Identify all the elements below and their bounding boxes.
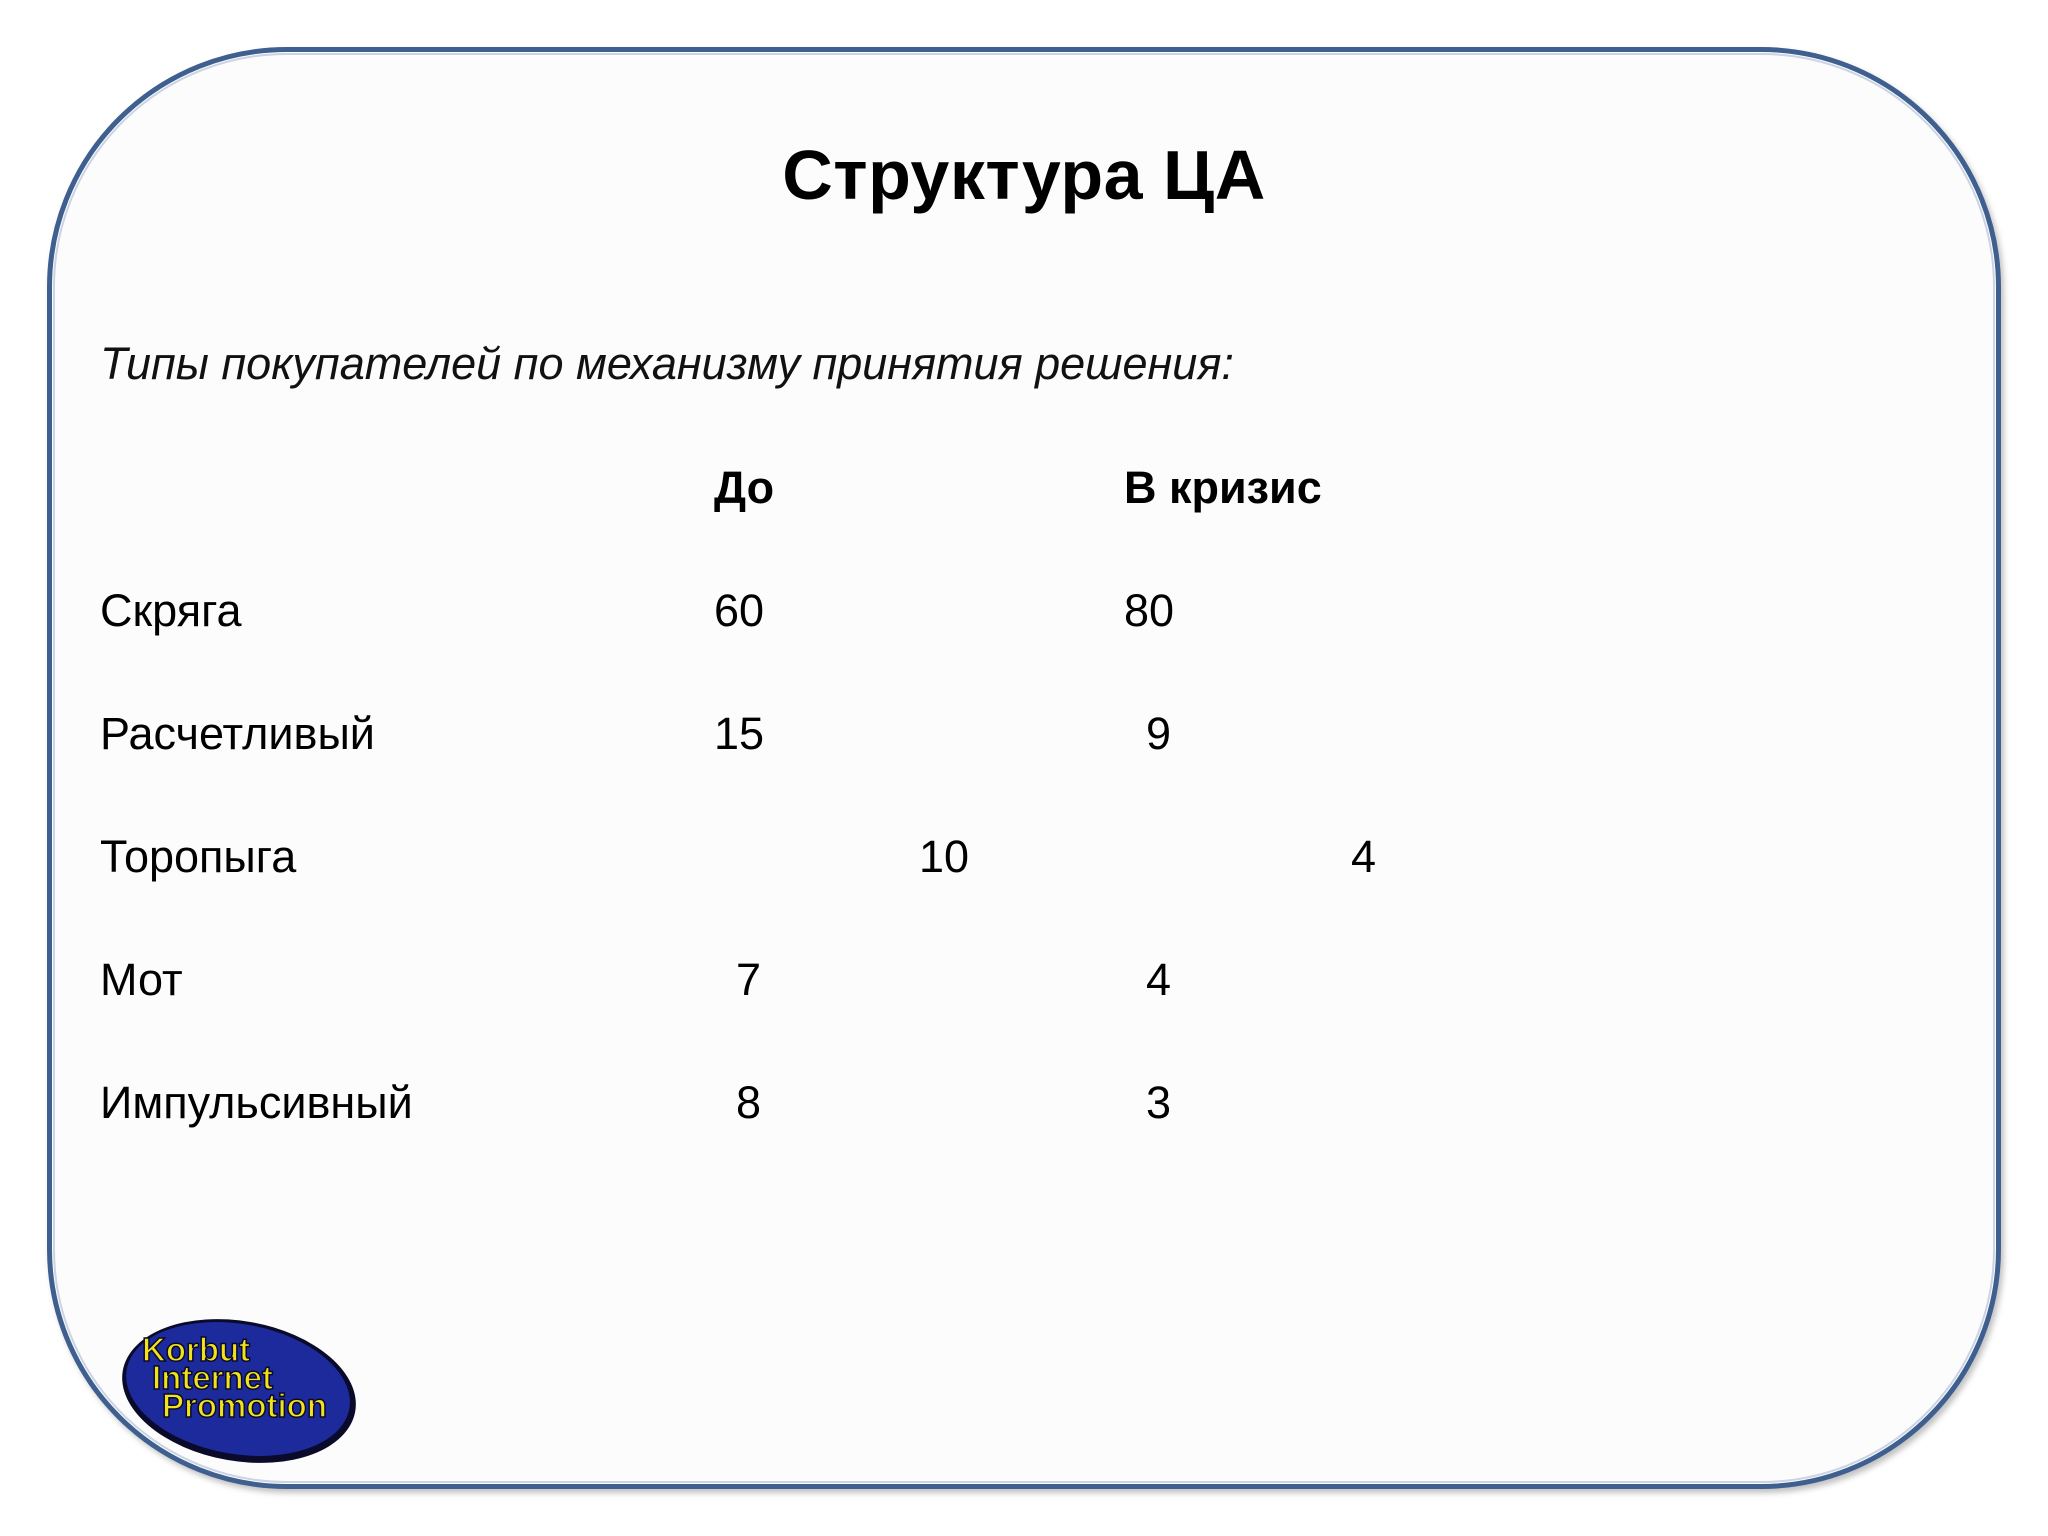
row-value-crisis: 4 [1146, 954, 1172, 1005]
logo-text-line-2: Internet [152, 1359, 274, 1396]
row-label: Импульсивный [100, 1077, 413, 1128]
row-value-before: 10 [919, 831, 970, 882]
column-header-crisis: В кризис [1124, 462, 1322, 513]
row-value-crisis: 80 [1124, 585, 1175, 636]
logo-text-line-1: Korbut [142, 1331, 251, 1368]
row-value-crisis: 4 [1351, 831, 1377, 882]
slide-title: Структура ЦА [782, 136, 1266, 214]
logo-text-line-3: Promotion [162, 1387, 327, 1424]
row-value-before: 8 [736, 1077, 762, 1128]
row-value-before: 60 [714, 585, 765, 636]
row-label: Мот [100, 954, 183, 1005]
row-label: Торопыга [100, 831, 297, 882]
korbut-logo [114, 1313, 364, 1469]
row-value-before: 7 [736, 954, 762, 1005]
row-value-crisis: 3 [1146, 1077, 1172, 1128]
row-value-before: 15 [714, 708, 765, 759]
slide-frame-inner-border [53, 53, 1995, 1483]
row-value-crisis: 9 [1146, 708, 1172, 759]
row-label: Скряга [100, 585, 242, 636]
slide-subtitle: Типы покупателей по механизму принятия решения: [100, 338, 1234, 389]
row-label: Расчетливый [100, 708, 375, 759]
column-header-before: До [714, 462, 775, 513]
